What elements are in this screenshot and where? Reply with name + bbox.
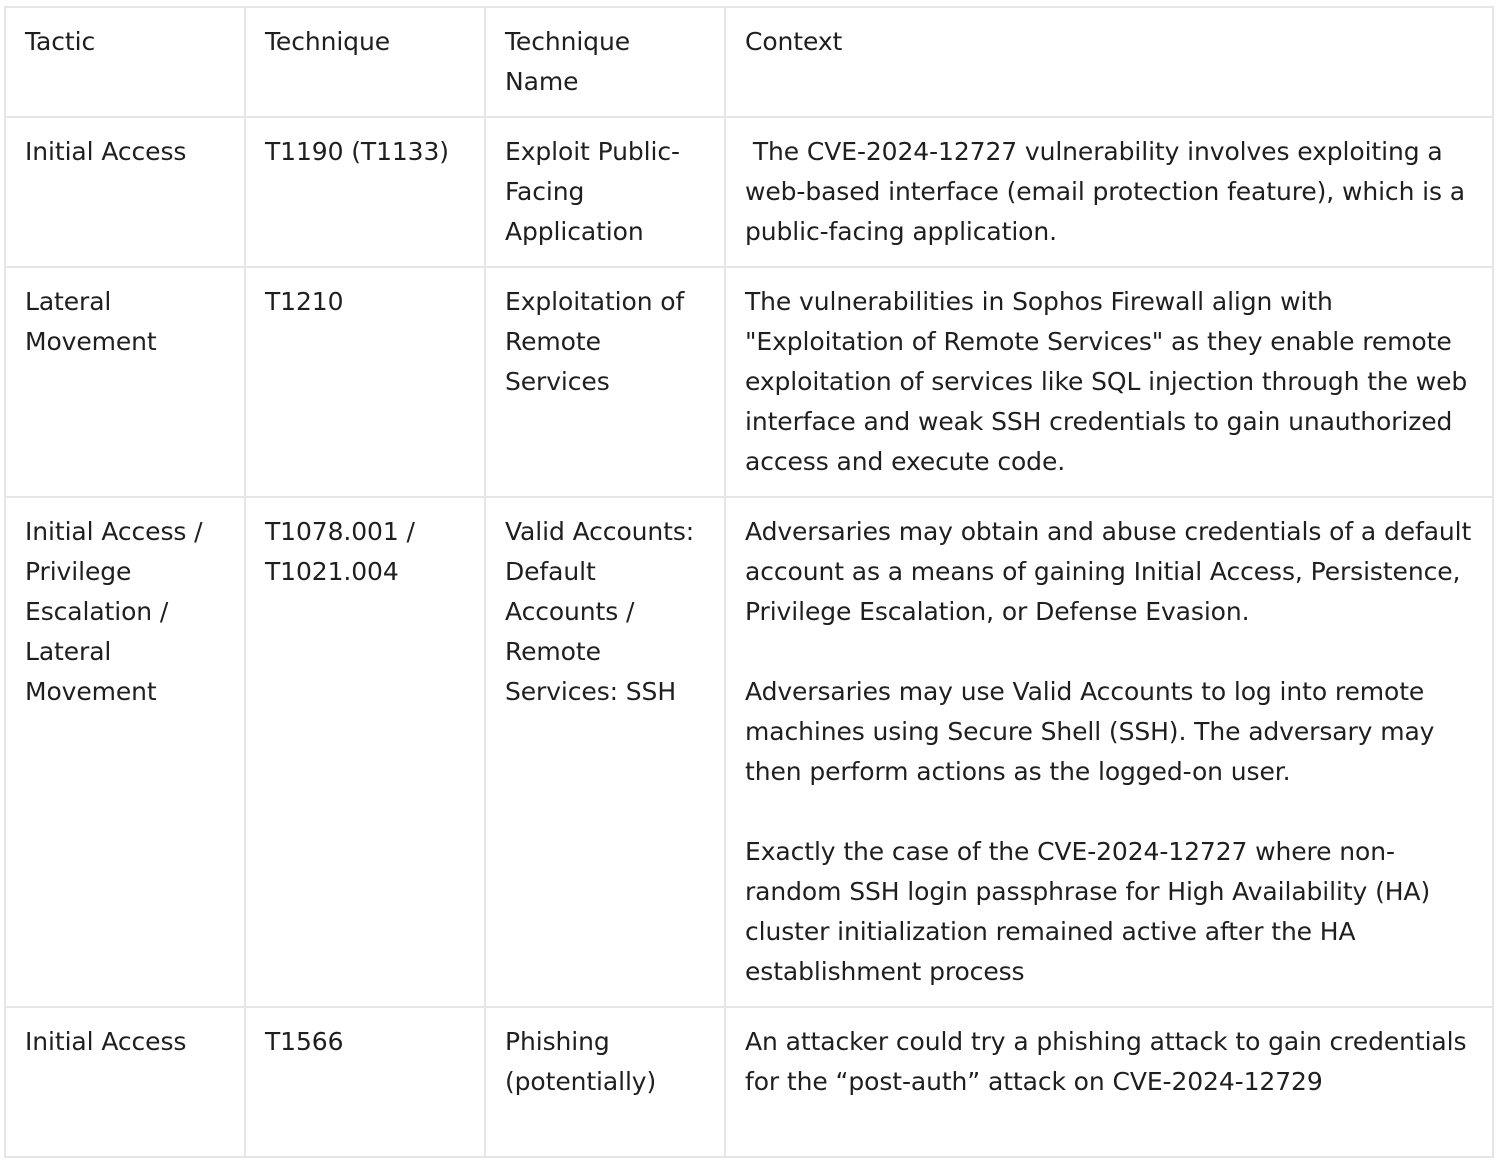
cell-technique: T1078.001 / T1021.004 bbox=[245, 497, 485, 1007]
cell-technique-name: Exploit Public-Facing Application bbox=[485, 117, 725, 267]
context-paragraph: An attacker could try a phishing attack to gain credentials for the “post-auth” attack on CVE-2024-12729 bbox=[745, 1027, 1467, 1096]
cell-technique: T1190 (T1133) bbox=[245, 117, 485, 267]
mitre-attack-table bbox=[4, 6, 1494, 1158]
cell-context bbox=[725, 267, 1493, 497]
cell-context bbox=[725, 497, 1493, 1007]
context-paragraph: The vulnerabilities in Sophos Firewall align with "Exploitation of Remote Services" as they enable remote exploitation of services like SQL injection through the web interface and weak SSH credentials to gain unauthorized access and execute code. bbox=[745, 287, 1468, 476]
cell-tactic: Initial Access bbox=[5, 117, 245, 267]
cell-technique-name: Valid Accounts: Default Accounts / Remote Services: SSH bbox=[485, 497, 725, 1007]
table-header-row bbox=[5, 7, 1493, 117]
table-row bbox=[5, 1007, 1493, 1157]
cell-technique-name: Exploitation of Remote Services bbox=[485, 267, 725, 497]
cell-context bbox=[725, 117, 1493, 267]
header-technique: Technique bbox=[245, 7, 485, 117]
cell-technique-name: Phishing (potentially) bbox=[485, 1007, 725, 1157]
header-technique-name: Technique Name bbox=[485, 7, 725, 117]
cell-tactic: Initial Access / Privilege Escalation / Lateral Movement bbox=[5, 497, 245, 1007]
context-paragraph: Exactly the case of the CVE-2024-12727 where non-random SSH login passphrase for High Availability (HA) cluster initialization remained active after the HA establishment process bbox=[745, 837, 1431, 986]
table-row bbox=[5, 117, 1493, 267]
cell-tactic: Lateral Movement bbox=[5, 267, 245, 497]
cell-technique: T1210 bbox=[245, 267, 485, 497]
cell-technique: T1566 bbox=[245, 1007, 485, 1157]
context-paragraph: Adversaries may use Valid Accounts to log into remote machines using Secure Shell (SSH). The adversary may then perform actions as the logged-on user. bbox=[745, 677, 1435, 786]
context-paragraph: Adversaries may obtain and abuse credentials of a default account as a means of gaining Initial Access, Persistence, Privilege Escalation, or Defense Evasion. bbox=[745, 517, 1472, 626]
cell-tactic: Initial Access bbox=[5, 1007, 245, 1157]
table-row bbox=[5, 497, 1493, 1007]
mitre-attack-table-container bbox=[4, 6, 1494, 1158]
header-tactic: Tactic bbox=[5, 7, 245, 117]
context-paragraph: The CVE-2024-12727 vulnerability involves exploiting a web-based interface (email protection feature), which is a public-facing application. bbox=[745, 137, 1473, 246]
table-row bbox=[5, 267, 1493, 497]
header-context: Context bbox=[725, 7, 1493, 117]
cell-context bbox=[725, 1007, 1493, 1157]
